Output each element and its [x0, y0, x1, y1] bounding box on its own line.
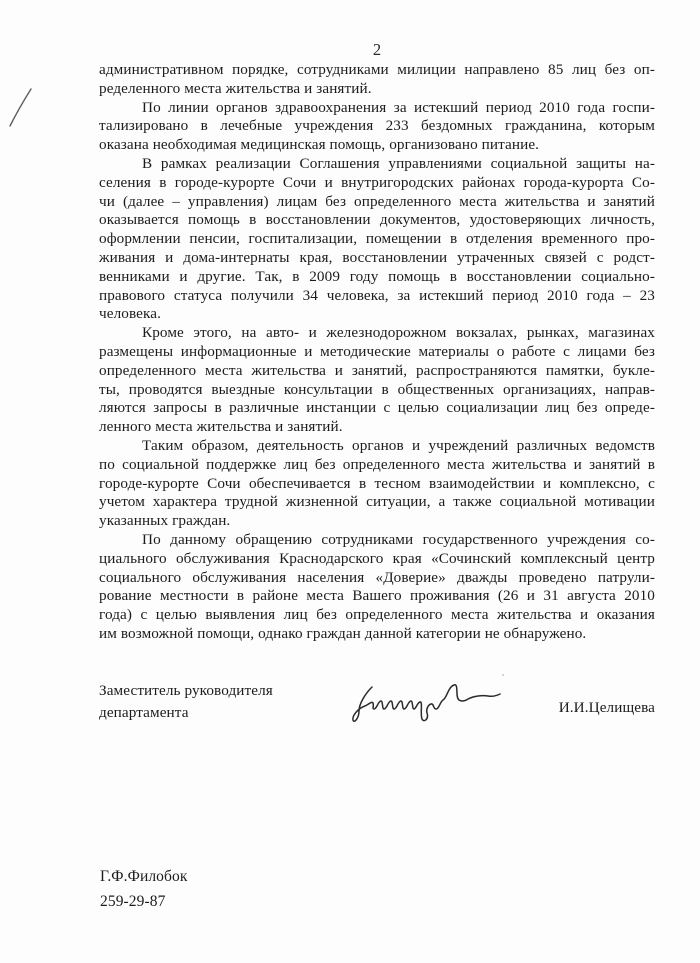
- text-line: В рамках реализации Соглашения управлениями социальной защиты на-: [142, 154, 655, 172]
- signer-position-line1: Заместитель руководителя: [99, 682, 273, 699]
- text-line: ляются запросы в различные инстанции с целью социализации лиц без опреде-: [99, 399, 655, 417]
- text-line: размещены информационные и методические материалы о работе с лицами без: [99, 342, 655, 360]
- text-line: оказана необходимая медицинская помощь, организовано питание.: [99, 136, 540, 154]
- signer-position: [99, 680, 273, 723]
- text-line: социального обслуживания населения «Доверие» дважды проведено патрули-: [99, 568, 655, 586]
- pen-mark: [5, 86, 39, 130]
- page-number: 2: [372, 40, 382, 59]
- text-line: селения в городе-курорте Сочи и внутригородских районах города-курорта Со-: [99, 173, 655, 191]
- signer-name: И.И.Целищева: [558, 699, 655, 716]
- text-line: правового статуса получили 34 человека, за истекший период 2010 года – 23: [99, 286, 655, 304]
- text-line: ределенного места жительства и занятий.: [99, 79, 372, 97]
- signature-block: [99, 680, 655, 730]
- text-line: живания и дома-интернаты края, восстановлении утраченных связей с родст-: [99, 248, 655, 266]
- signature-scribble: [351, 676, 501, 728]
- executor-phone: 259-29-87: [100, 892, 166, 910]
- text-line: циального обслуживания Краснодарского края «Сочинский комплексный центр: [99, 549, 655, 567]
- text-line: оформлении пенсии, госпитализации, помещении в отделения временного про-: [99, 230, 655, 248]
- text-line: административном порядке, сотрудниками милиции направлено 85 лиц без оп-: [99, 61, 655, 78]
- text-line: чи (далее – управления) лицам без определенного места жительства и занятий: [99, 192, 655, 210]
- signer-position-line2: департамента: [99, 703, 189, 721]
- text-line: по социальной поддержке лиц без определенного места жительства и занятий в: [99, 455, 655, 473]
- executor-name: Г.Ф.Филобок: [100, 868, 188, 885]
- text-line: учетом характера трудной жизненной ситуации, а также социальной мотивации: [99, 493, 655, 511]
- text-line: ленного места жительства и занятий.: [99, 418, 343, 436]
- text-line: им возможной помощи, однако граждан данной категории не обнаружено.: [99, 624, 587, 642]
- text-line: тализировано в лечебные учреждения 233 бездомных гражданина, которым: [99, 117, 655, 135]
- scan-speck: [502, 674, 504, 676]
- document-body: [99, 61, 655, 644]
- text-line: указанных граждан.: [99, 512, 231, 530]
- text-line: человека.: [99, 305, 161, 323]
- text-line: Таким образом, деятельность органов и учреждений различных ведомств: [142, 436, 655, 454]
- text-line: городе-курорте Сочи обеспечивается в тесном взаимодействии и комплексно, с: [99, 474, 655, 492]
- text-line: оказывается помощь в восстановлении документов, удостоверяющих личность,: [99, 211, 655, 229]
- executor-footer: [100, 865, 188, 914]
- text-line: определенного места жительства и занятий, распространяются памятки, букле-: [99, 361, 655, 379]
- text-line: венниками и другие. Так, в 2009 году помощь в восстановлении социально-: [99, 267, 655, 285]
- text-line: ты, проводятся выездные консультации в общественных организациях, направ-: [99, 380, 655, 398]
- text-line: По линии органов здравоохранения за истекший период 2010 года госпи-: [142, 98, 655, 116]
- text-line: По данному обращению сотрудниками государственного учреждения со-: [142, 530, 655, 548]
- text-line: рование местности в районе места Вашего проживания (26 и 31 августа 2010: [99, 587, 655, 605]
- text-line: Кроме этого, на авто- и железнодорожном вокзалах, рынках, магазинах: [142, 324, 655, 342]
- text-line: года) с целью выявления лиц без определенного места жительства и оказания: [99, 606, 655, 624]
